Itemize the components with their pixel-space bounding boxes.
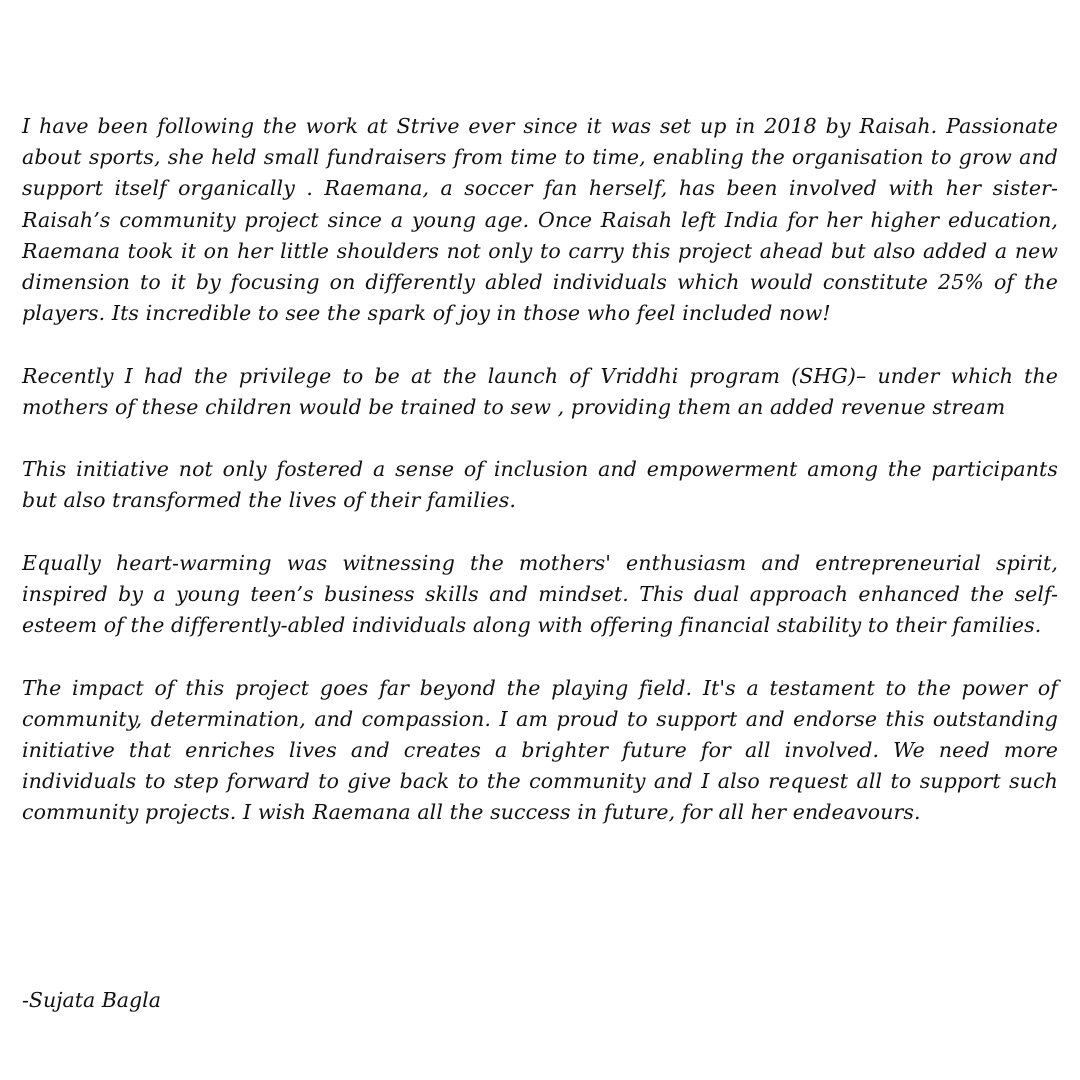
- signature: -Sujata Bagla: [22, 988, 161, 1012]
- paragraph-endorsement: The impact of this project goes far beyond the playing field. It's a testament to the power of community, determination, and compassion. I am proud to support and endorse this outstanding initiative that enriches lives and creates a brighter future for all involved. We need more individuals to step forward to give back to the community and I also request all to support such community projects. I wish Raemana all the success in future, for all her endeavours.: [22, 675, 1058, 825]
- paragraph-mothers-enthusiasm: Equally heart-warming was witnessing the mothers' enthusiasm and entrepreneurial spirit, inspired by a young teen’s business skills and mindset. This dual approach enhanced the self-esteem of the differently-abled individuals along with offering financial stability to their families.: [22, 550, 1058, 638]
- letter-body: [22, 111, 1058, 860]
- paragraph-initiative-impact: This initiative not only fostered a sense of inclusion and empowerment among the participants but also transformed the lives of their families.: [22, 457, 1058, 513]
- paragraph-vriddhi-launch: Recently I had the privilege to be at the launch of Vriddhi program (SHG)– under which the mothers of these children would be trained to sew , providing them an added revenue stream: [22, 363, 1058, 419]
- paragraph-strive-history: I have been following the work at Strive ever since it was set up in 2018 by Raisah. Passionate about sports, she held small fundraisers from time to time, enabling the organisation to grow and support itself organically . Raemana, a soccer fan herself, has been involved with her sister- Raisah’s community project since a young age. Once Raisah left India for her higher education, Raemana took it on her little shoulders not only to carry this project ahead but also added a new dimension to it by focusing on differently abled individuals which would constitute 25% of the players. Its incredible to see the spark of joy in those who feel included now!: [22, 114, 1058, 326]
